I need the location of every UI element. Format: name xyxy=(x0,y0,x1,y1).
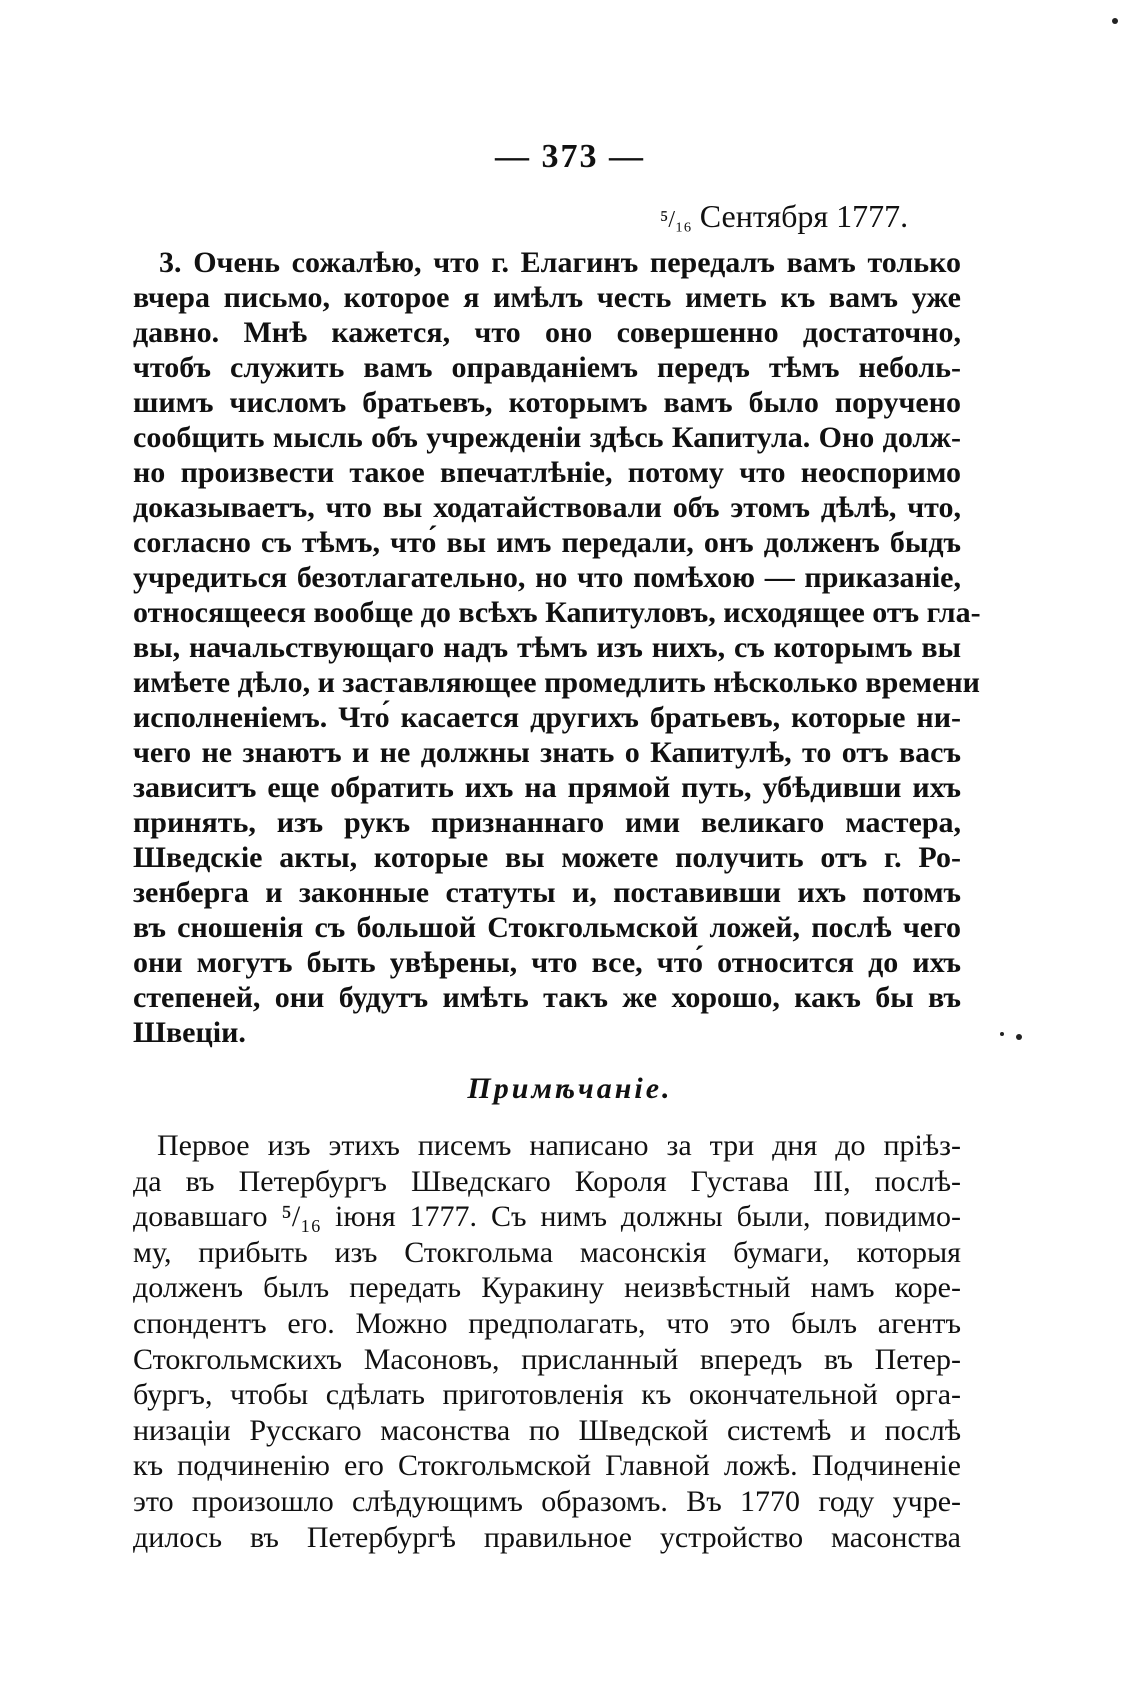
text-line: шимъ числомъ братьевъ, которымъ вамъ было поручено xyxy=(133,386,961,419)
print-speck xyxy=(1016,1034,1022,1040)
text-line: зенберга и законные статуты и, поставивши ихъ потомъ xyxy=(133,876,961,909)
text-line: согласно съ тѣмъ, что́ вы имъ передали, онъ долженъ быдъ xyxy=(133,526,961,559)
date-text: Сентября 1777. xyxy=(699,198,909,234)
text-line: Стокгольмскихъ Масоновъ, присланный впередъ въ Петер- xyxy=(133,1342,961,1376)
text-line: въ сношенія съ большой Стокгольмской ложей, послѣ чего xyxy=(133,911,961,944)
text-line: Шведскіе акты, которые вы можете получить отъ г. Ро- xyxy=(133,841,961,874)
letter-date xyxy=(660,198,908,235)
text-line: му, прибыть изъ Стокгольма масонскія бумаги, которыя xyxy=(133,1235,961,1269)
text-line: вчера письмо, которое я имѣлъ честь иметь къ вамъ уже xyxy=(133,281,961,314)
text-line: чего не знаютъ и не должны знать о Капитулѣ, то отъ васъ xyxy=(133,736,961,769)
text-line: Первое изъ этихъ писемъ написано за три дня до пріѣз- xyxy=(157,1129,961,1162)
text-line: бургъ, чтобы сдѣлать приготовленія къ окончательной орга- xyxy=(133,1378,961,1412)
text-line: доказываетъ, что вы ходатайствовали объ этомъ дѣлѣ, что, xyxy=(133,491,961,524)
text-line: имѣете дѣло, и заставляющее промедлить нѣсколько времени xyxy=(133,666,980,699)
text-line: дилось въ Петербургѣ правильное устройство масонства xyxy=(133,1520,961,1554)
text-line: низаціи Русскаго масонства по Шведской системѣ и послѣ xyxy=(133,1413,961,1447)
text-line: сообщить мысль объ учрежденіи здѣсь Капитула. Оно долж- xyxy=(133,421,961,454)
print-speck xyxy=(1000,1032,1004,1036)
note-heading: Примѣчаніе. xyxy=(467,1072,673,1105)
letter-text xyxy=(133,245,981,1050)
text-line: давно. Мнѣ кажется, что оно совершенно достаточно, xyxy=(133,316,961,349)
text-line: довавшаго ⁵/₁₆ іюня 1777. Съ нимъ должны были, повидимо- xyxy=(133,1200,961,1234)
text-line: исполненіемъ. Что́ касается другихъ братьевъ, которые ни- xyxy=(133,701,961,734)
text-line: Швеціи. xyxy=(133,1016,246,1049)
text-line: зависитъ еще обратить ихъ на прямой путь, убѣдивши ихъ xyxy=(133,771,961,804)
text-line: 3. Очень сожалѣю, что г. Елагинъ передалъ вамъ только xyxy=(159,246,961,279)
date-fraction: ⁵/₁₆ xyxy=(660,207,692,233)
text-line: чтобъ служить вамъ оправданіемъ передъ тѣмъ неболь- xyxy=(133,351,961,384)
text-line: принять, изъ рукъ признаннаго ими великаго мастера, xyxy=(133,806,961,839)
text-line: это произошло слѣдующимъ образомъ. Въ 1770 году учре- xyxy=(133,1484,961,1518)
text-line: относящееся вообще до всѣхъ Капитуловъ, исходящее отъ гла- xyxy=(133,596,981,629)
text-line: вы, начальствующаго надъ тѣмъ изъ нихъ, съ которымъ вы xyxy=(133,631,961,664)
text-line: они могутъ быть увѣрены, что все, что́ относится до ихъ xyxy=(133,946,961,979)
text-line: долженъ былъ передать Куракину неизвѣстный намъ коре- xyxy=(133,1271,961,1305)
text-line: спондентъ его. Можно предполагать, что это былъ агентъ xyxy=(133,1306,961,1340)
print-speck xyxy=(1112,18,1118,24)
text-line: учредиться безотлагательно, но что помѣхою — приказаніе, xyxy=(133,561,961,594)
text-line: степеней, они будутъ имѣть такъ же хорошо, какъ бы въ xyxy=(133,981,961,1014)
page-number: — 373 — xyxy=(495,138,645,175)
text-line: да въ Петербургъ Шведскаго Короля Густава III, послѣ- xyxy=(133,1164,961,1198)
text-line: къ подчиненію его Стокгольмской Главной ложѣ. Подчиненіе xyxy=(133,1449,961,1483)
note-text xyxy=(133,1128,961,1555)
text-line: но произвести такое впечатлѣніе, потому что неоспоримо xyxy=(133,456,961,489)
